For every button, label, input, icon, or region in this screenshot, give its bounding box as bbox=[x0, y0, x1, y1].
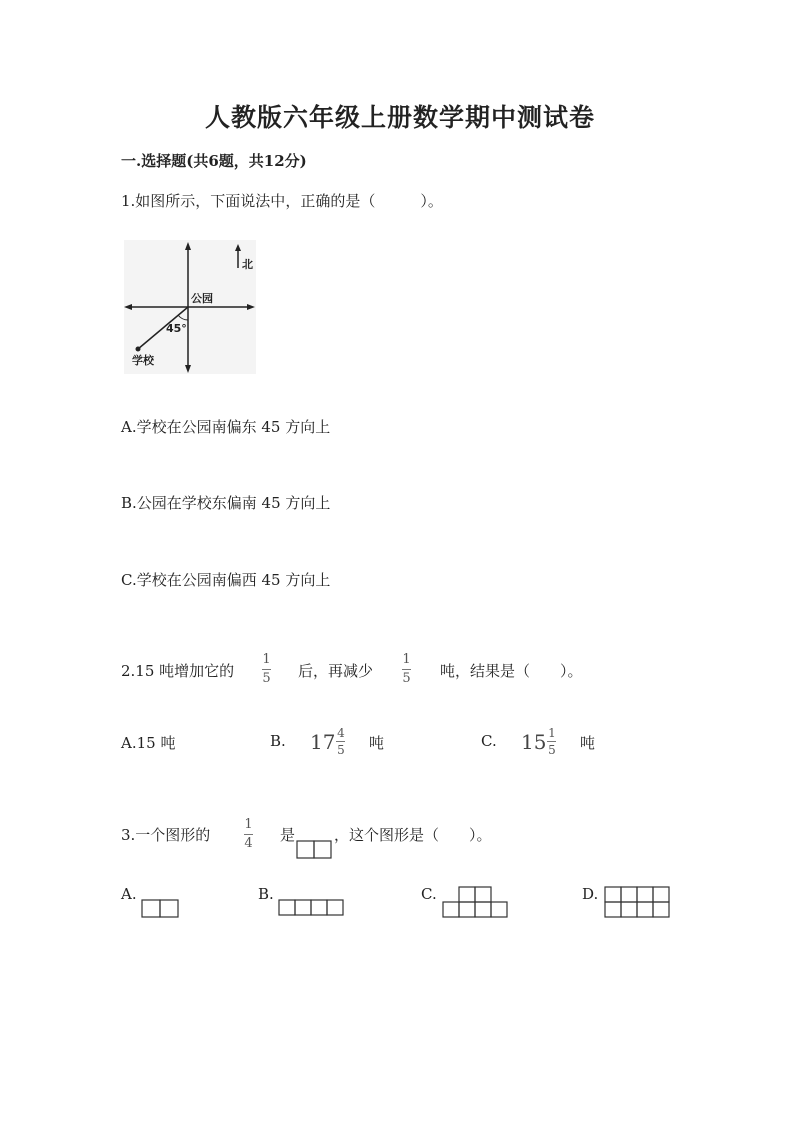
q2-fraction-1 bbox=[262, 653, 271, 686]
q2-stem-part3: 吨，结果是（ ）。 bbox=[440, 662, 583, 680]
q3-option-a-label[interactable]: A. bbox=[121, 885, 137, 903]
q1-option-c[interactable]: C.学校在公园南偏西 45 方向上 bbox=[121, 571, 331, 589]
school-label: 学校 bbox=[132, 354, 154, 367]
q3-option-c-label[interactable]: C. bbox=[421, 885, 437, 903]
fraction-numerator: 1 bbox=[548, 726, 556, 740]
section-heading: 一.选择题(共6题，共12分) bbox=[121, 152, 307, 170]
q2-option-c-label[interactable]: C. bbox=[481, 732, 497, 750]
q2-option-b-label[interactable]: B. bbox=[270, 732, 286, 750]
angle-label: 45° bbox=[166, 322, 187, 335]
q2-stem-part1: 2.15 吨增加它的 bbox=[121, 662, 235, 680]
q2-option-b-mixed-number bbox=[310, 727, 345, 756]
q3-stem-shape bbox=[296, 840, 332, 860]
q3-stem-part3: ，这个图形是（ ）。 bbox=[334, 826, 492, 844]
fraction-numerator: 1 bbox=[262, 652, 271, 667]
page-title: 人教版六年级上册数学期中测试卷 bbox=[204, 103, 595, 132]
q1-stem: 1.如图所示，下面说法中，正确的是（ ）。 bbox=[121, 192, 443, 210]
fraction-denominator: 5 bbox=[262, 671, 271, 686]
q2-option-a[interactable]: A.15 吨 bbox=[121, 734, 176, 752]
q3-option-d-label[interactable]: D. bbox=[582, 885, 599, 903]
mixed-whole: 15 bbox=[521, 729, 547, 754]
q2-option-c-mixed-number bbox=[521, 727, 556, 756]
q1-option-a[interactable]: A.学校在公园南偏东 45 方向上 bbox=[121, 418, 331, 436]
q1-option-b[interactable]: B.公园在学校东偏南 45 方向上 bbox=[121, 494, 331, 512]
north-label: 北 bbox=[242, 258, 253, 271]
mixed-whole: 17 bbox=[310, 729, 336, 754]
q3-stem-part1: 3.一个图形的 bbox=[121, 826, 211, 844]
q3-option-c-shape[interactable] bbox=[442, 886, 510, 918]
fraction-numerator: 1 bbox=[244, 817, 253, 832]
fraction-denominator: 4 bbox=[244, 836, 253, 851]
q3-fraction bbox=[244, 818, 253, 851]
park-label: 公园 bbox=[191, 292, 213, 305]
fraction-numerator: 4 bbox=[337, 726, 345, 740]
q1-direction-figure bbox=[124, 240, 256, 374]
q2-option-c-unit: 吨 bbox=[580, 734, 596, 752]
q3-option-b-shape[interactable] bbox=[278, 899, 346, 917]
q2-fraction-2 bbox=[402, 653, 411, 686]
q3-option-b-label[interactable]: B. bbox=[258, 885, 274, 903]
q3-option-d-shape[interactable] bbox=[604, 886, 672, 918]
q2-stem-part2: 后，再减少 bbox=[298, 662, 374, 680]
fraction-denominator: 5 bbox=[548, 743, 556, 757]
q2-option-b-unit: 吨 bbox=[369, 734, 385, 752]
fraction-denominator: 5 bbox=[402, 671, 411, 686]
fraction-denominator: 5 bbox=[337, 743, 345, 757]
q3-stem-part2: 是 bbox=[280, 826, 296, 844]
fraction-numerator: 1 bbox=[402, 652, 411, 667]
q3-option-a-shape[interactable] bbox=[141, 899, 179, 919]
